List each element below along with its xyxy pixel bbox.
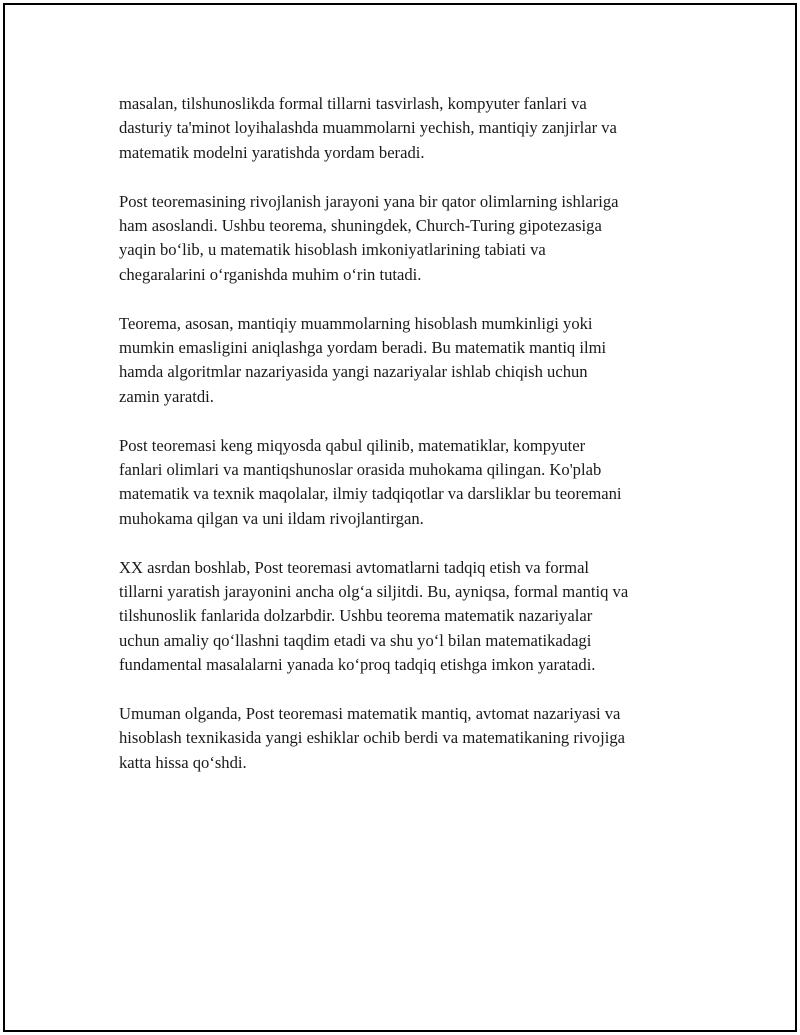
text-line: dasturiy ta'minot loyihalashda muammolarni yechish, mantiqiy zanjirlar va (119, 118, 617, 138)
text-line: matematik va texnik maqolalar, ilmiy tadqiqotlar va darsliklar bu teoremani (119, 484, 622, 504)
paragraph-4 (119, 434, 689, 532)
text-line: masalan, tilshunoslikda formal tillarni tasvirlash, kompyuter fanlari va (119, 94, 587, 113)
paragraph-6 (119, 702, 689, 775)
text-line: matematik modelni yaratishda yordam beradi. (119, 142, 425, 162)
document-body (119, 92, 689, 800)
text-line: hamda algoritmlar nazariyasida yangi nazariyalar ishlab chiqish uchun (119, 362, 588, 382)
paragraph-2 (119, 190, 689, 288)
text-line: tillarni yaratish jarayonini ancha olg‘a siljitdi. Bu, ayniqsa, formal mantiq va (119, 582, 629, 602)
text-line: hisoblash texnikasida yangi eshiklar ochib berdi va matematikaning rivojiga (119, 728, 625, 748)
text-line: uchun amaliy qo‘llashni taqdim etadi va shu yo‘l bilan matematikadagi (119, 630, 592, 650)
text-line: Post teoremasining rivojlanish jarayoni yana bir qator olimlarning ishlariga (119, 191, 619, 211)
text-line: mumkin emasligini aniqlashga yordam beradi. Bu matematik mantiq ilmi (119, 338, 607, 358)
paragraph-3 (119, 312, 689, 410)
text-line: Post teoremasi keng miqyosda qabul qilinib, matematiklar, kompyuter (119, 435, 586, 455)
text-line: zamin yaratdi. (119, 386, 214, 406)
text-line: chegaralarini o‘rganishda muhim o‘rin tutadi. (119, 264, 422, 284)
text-line: XX asrdan boshlab, Post teoremasi avtomatlarni tadqiq etish va formal (119, 557, 590, 577)
text-line: yaqin bo‘lib, u matematik hisoblash imkoniyatlarining tabiati va (119, 240, 546, 260)
text-line: Teorema, asosan, mantiqiy muammolarning hisoblash mumkinligi yoki (119, 313, 593, 333)
text-line: muhokama qilgan va uni ildam rivojlantirgan. (119, 508, 424, 528)
text-line: tilshunoslik fanlarida dolzarbdir. Ushbu teorema matematik nazariyalar (119, 606, 593, 626)
text-line: Umuman olganda, Post teoremasi matematik mantiq, avtomat nazariyasi va (119, 704, 621, 724)
text-line: ham asoslandi. Ushbu teorema, shuningdek, Church-Turing gipotezasiga (119, 216, 602, 236)
paragraph-5 (119, 556, 689, 678)
text-line: fanlari olimlari va mantiqshunoslar orasida muhokama qilingan. Ko'plab (119, 460, 602, 480)
text-line: katta hissa qo‘shdi. (119, 752, 247, 772)
paragraph-1 (119, 92, 689, 165)
text-line: fundamental masalalarni yanada ko‘proq tadqiq etishga imkon yaratadi. (119, 655, 596, 675)
